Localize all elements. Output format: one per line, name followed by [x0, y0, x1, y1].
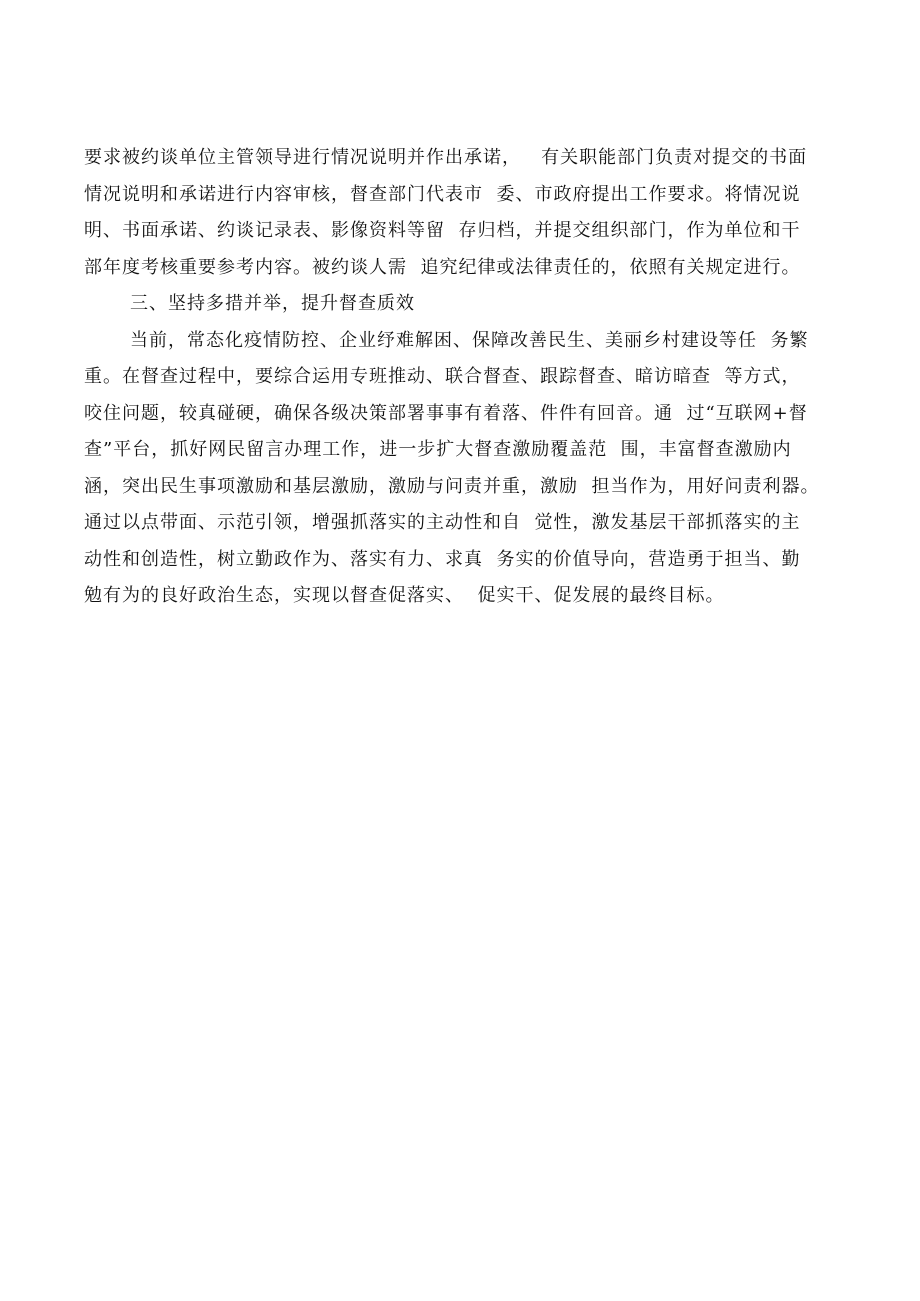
text-line: 重。在督查过程中，要综合运用专班推动、联合督查、跟踪督查、暗访暗查 等方式， [84, 366, 801, 387]
section-heading [84, 286, 864, 323]
text-line: 部年度考核重要参考内容。被约谈人需 追究纪律或法律责任的，依照有关规定进行。 [84, 256, 801, 278]
text-line: 通过以点带面、示范引领，增强抓落实的主动性和自 觉性，激发基层干部抓落实的主 [84, 512, 801, 533]
text-line: 要求被约谈单位主管领导进行情况说明并作出承诺， 有关职能部门负责对提交的书面 [84, 147, 808, 168]
text-line: 动性和创造性，树立勤政作为、落实有力、求真 务实的价值导向，营造勇于担当、勤 [84, 548, 801, 570]
text-line: 查”平台，抓好网民留言办理工作，进一步扩大督查激励覆盖范 围，丰富督查激励内 [84, 439, 792, 460]
text-line: 情况说明和承诺进行内容审核，督查部门代表市 委、市政府提出工作要求。将情况说 [84, 183, 801, 205]
heading-text: 三、坚持多措并举，提升督查质效 [130, 293, 415, 314]
text-line: 涵，突出民生事项激励和基层激励，激励与问责并重，激励 担当作为，用好问责利器。 [84, 475, 820, 497]
text-line: 当前，常态化疫情防控、企业纾难解困、保障改善民生、美丽乡村建设等任 务繁 [130, 329, 809, 351]
paragraph-continuation [84, 140, 864, 286]
document-body [84, 140, 864, 615]
text-line: 勉有为的良好政治生态，实现以督查促落实、 促实干、促发展的最终目标。 [84, 585, 725, 606]
text-line: 咬住问题，较真碰硬，确保各级决策部署事事有着落、件件有回音。通 过“互联网+督 [84, 402, 808, 424]
text-line: 明、书面承诺、约谈记录表、影像资料等留 存归档，并提交组织部门，作为单位和干 [84, 220, 801, 241]
paragraph-body [84, 323, 864, 615]
